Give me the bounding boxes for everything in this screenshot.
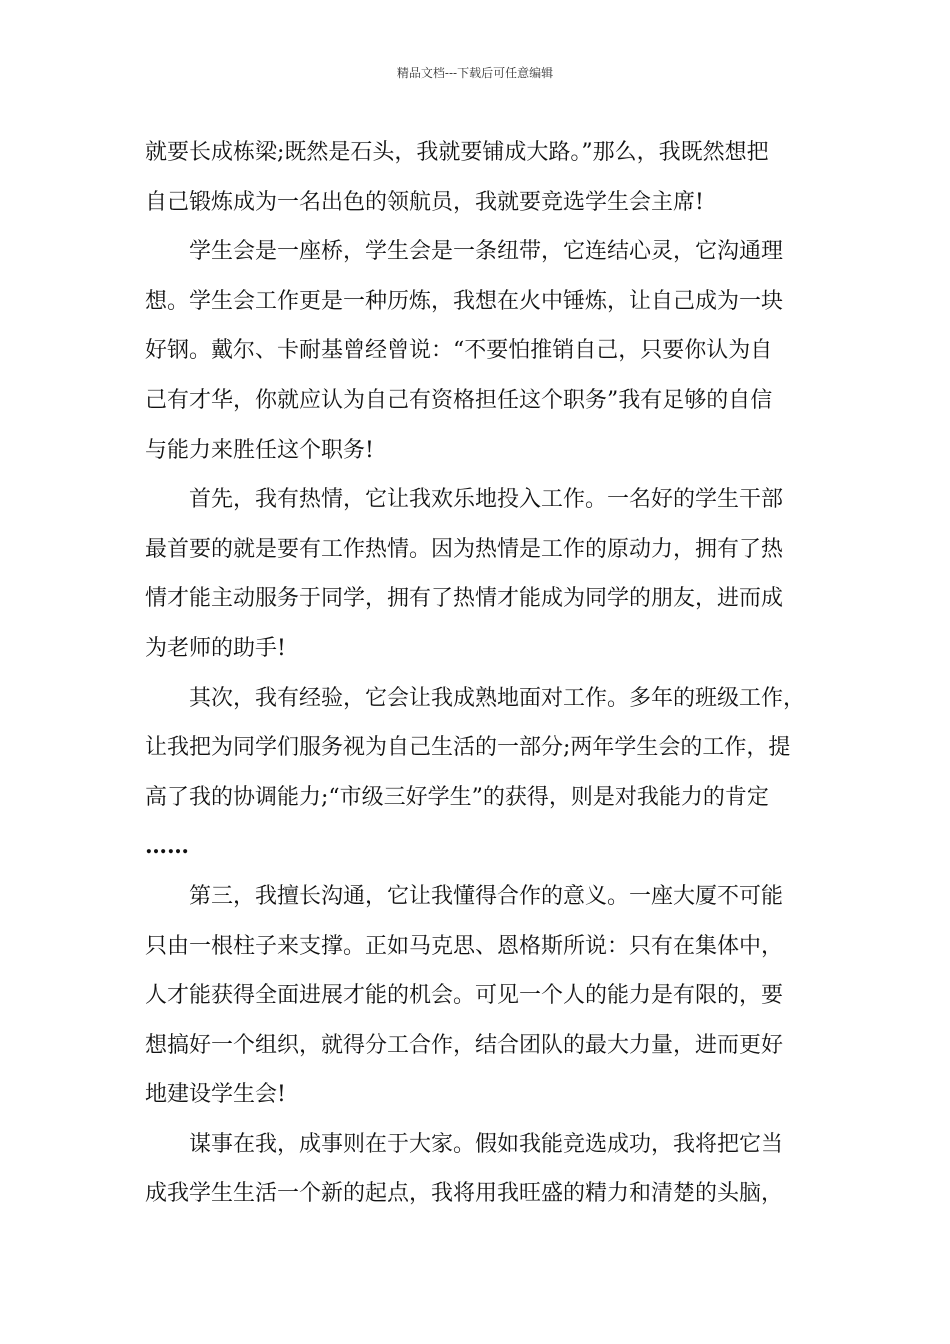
text-line: …… <box>145 833 189 860</box>
text-line: 为老师的助手! <box>145 635 286 661</box>
text-line: 地建设学生会! <box>145 1082 286 1108</box>
document-body <box>145 128 825 1219</box>
text-line: 成我学生生活一个新的起点，我将用我旺盛的精力和清楚的头脑， <box>145 1181 784 1207</box>
text-line: 好钢。戴尔、卡耐基曾经曾说：“不要怕推销自己，只要你认为自 <box>145 338 773 364</box>
paragraph-6 <box>145 1120 825 1219</box>
text-line: 最首要的就是要有工作热情。因为热情是工作的原动力，拥有了热 <box>145 536 784 562</box>
text-line: 己有才华，你就应认为自己有资格担任这个职务”我有足够的自信 <box>145 387 773 413</box>
text-line: 自己锻炼成为一名出色的领航员，我就要竞选学生会主席! <box>145 189 704 215</box>
text-line: 想。学生会工作更是一种历炼，我想在火中锤炼，让自己成为一块 <box>145 288 784 314</box>
text-line: 就要长成栋梁;既然是石头，我就要铺成大路。”那么，我既然想把 <box>145 140 769 165</box>
paragraph-4 <box>145 674 825 872</box>
text-line: 想搞好一个组织，就得分工合作，结合团队的最大力量，进而更好 <box>145 1032 784 1058</box>
text-line: 其次，我有经验，它会让我成熟地面对工作。多年的班级工作， <box>189 685 806 711</box>
paragraph-3 <box>145 475 825 673</box>
text-line: 让我把为同学们服务视为自己生活的一部分;两年学生会的工作，提 <box>145 735 791 761</box>
text-line: 首先，我有热情，它让我欢乐地投入工作。一名好的学生干部 <box>189 487 784 513</box>
text-line: 学生会是一座桥，学生会是一条纽带，它连结心灵，它沟通理 <box>189 239 784 265</box>
text-line: 与能力来胜任这个职务! <box>145 437 374 463</box>
paragraph-2 <box>145 227 825 475</box>
text-line: 情才能主动服务于同学，拥有了热情才能成为同学的朋友，进而成 <box>145 586 784 612</box>
page-header: 精品文档---下载后可任意编辑 <box>396 66 554 80</box>
text-line: 谋事在我，成事则在于大家。假如我能竞选成功，我将把它当 <box>189 1131 784 1157</box>
paragraph-5 <box>145 872 825 1120</box>
text-line: 第三，我擅长沟通，它让我懂得合作的意义。一座大厦不可能 <box>189 883 784 909</box>
text-line: 高了我的协调能力;“市级三好学生”的获得，则是对我能力的肯定 <box>145 784 769 810</box>
text-line: 只由一根柱子来支撑。正如马克思、恩格斯所说：只有在集体中， <box>145 933 784 959</box>
text-line: 人才能获得全面进展才能的机会。可见一个人的能力是有限的，要 <box>145 983 784 1009</box>
paragraph-1 <box>145 128 825 227</box>
